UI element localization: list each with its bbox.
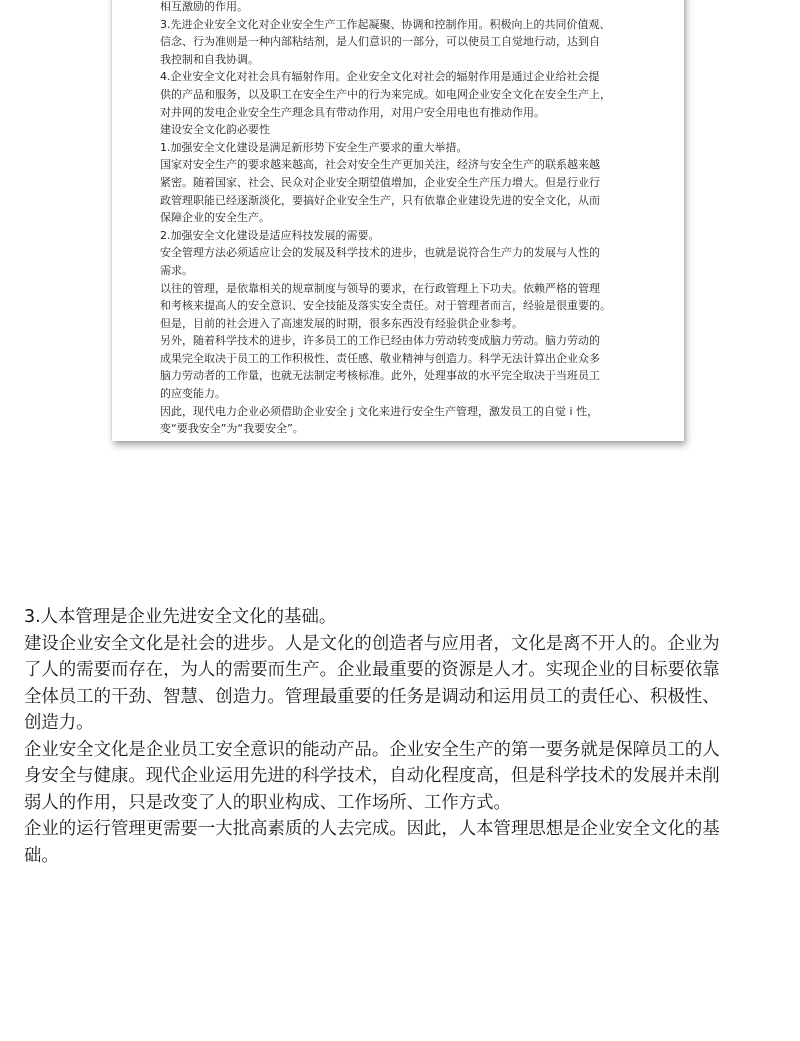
- page-para-therefore: 因此，现代电力企业必须借助企业安全 j 文化来进行安全生产管理，激发员工的自觉 i 性， 变“要我安全”为“我要安全”。: [160, 404, 599, 436]
- article-paragraph: 企业安全文化是企业员工安全意识的能动产品。企业安全生产的第一要务就是保障员工的人 身安全与健康。现代企业运用先进的科学技术，自动化程度高，但是科学技术的发展并未削 弱人的作用，只是改变了人的职业构成、工作场所、工作方式。: [24, 739, 720, 813]
- page-line-0: 相互激励的作用。: [160, 0, 248, 13]
- page-point-1: 1.加强安全文化建设是满足新形势下安全生产要求的重大举措。: [160, 140, 468, 154]
- page-point-2: 2.加强安全文化建设是适应科技发展的需要。: [160, 228, 380, 242]
- article-heading: 3.人本管理是企业先进安全文化的基础。: [24, 607, 337, 627]
- article-body: [24, 604, 784, 869]
- page-para-4: 4.企业安全文化对社会具有辐射作用。企业安全文化对社会的辐射作用是通过企业给社会提 供的产品和服务，以及职工在安全生产中的行为来完成。如电网企业安全文化在安全生产上， 对并网的发电企业安全生产理念具有带动作用，对用户安全用电也有推动作用。: [160, 70, 611, 119]
- page-para-3: 3.先进企业安全文化对企业安全生产工作起凝聚、协调和控制作用。积极向上的共同价值观、 信念、行为准则是一种内部粘结剂，是人们意识的一部分，可以使员工自觉地行动，达到自 我控制和自我协调。: [160, 17, 611, 66]
- page-para-national: 国家对安全生产的要求越来越高，社会对安全生产更加关注，经济与安全生产的联系越来越 紧密。随着国家、社会、民众对企业安全期望值增加，企业安全生产压力增大。但是行业行 政管理职能已经逐渐淡化，要搞好企业安全生产，只有依靠企业建设先进的安全文化，从而 保障企业的安全生产。: [160, 158, 600, 225]
- page-section-heading: 建设安全文化韵必要性: [160, 123, 270, 137]
- document-page-image: [112, 0, 684, 441]
- article-paragraph: 建设企业安全文化是社会的进步。人是文化的创造者与应用者，文化是离不开人的。企业为 了人的需要而存在，为人的需要而生产。企业最重要的资源是人才。实现企业的目标要依靠 全体员工的干劲、智慧、创造力。管理最重要的任务是调动和运用员工的责任心、积极性、 创造力。: [24, 633, 720, 733]
- page-para-past: 以往的管理，是依靠相关的规章制度与领导的要求，在行政管理上下功夫。依赖严格的管理 和考核来提高人的安全意识、安全技能及落实安全责任。对于管理者而言，经验是很重要的。 但是，目前的社会进入了高速发展的时期，很多东西没有经验供企业参考。: [160, 281, 611, 330]
- page-para-also: 另外，随着科学技术的进步，许多员工的工作已经由体力劳动转变成脑力劳动。脑力劳动的 成果完全取决于员工的工作积极性、责任感、敬业精神与创造力。科学无法计算出企业众多 脑力劳动者的工作量，也就无法制定考核标准。此外，处理事故的水平完全取决于当班员工 的应变能力。: [160, 334, 600, 401]
- page-para-method: 安全管理方法必须适应让会的发展及科学技术的进步，也就是说符合生产力的发展与人性的 需求。: [160, 246, 600, 277]
- article-paragraph: 企业的运行管理更需要一大批高素质的人去完成。因此，人本管理思想是企业安全文化的基 础。: [24, 819, 720, 866]
